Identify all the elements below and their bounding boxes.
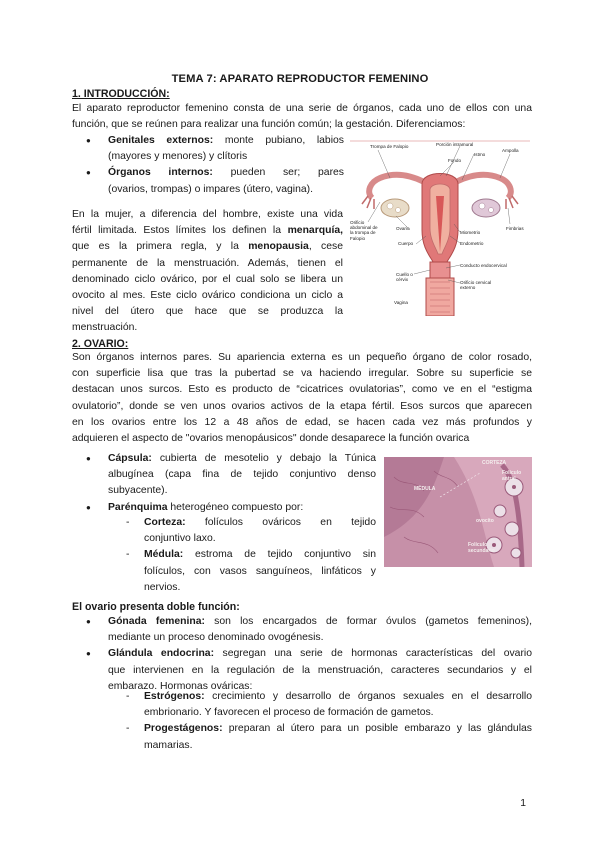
list-item-progestagenos: - Progestágenos: preparan al útero para un posible embarazo y las glándulas mamarias. — [144, 721, 532, 753]
term-menopausia: menopausia — [248, 241, 309, 253]
label-orificio: Orificio abdominal de la trompa de Falopio — [350, 220, 378, 241]
label-miometrio: Miometrio — [460, 230, 481, 235]
term-menarquia: menarquía, — [287, 225, 343, 237]
list-item-gonada: ● Gónada femenina: son los encargados de formar óvulos (gametos femeninos), mediante un proceso denominado ovogénesis. — [108, 614, 532, 646]
label-conducto: Conducto endocervical — [460, 263, 507, 268]
text-line: El aparato reproductor femenino consta de una serie de órganos, cada uno de ellos con una — [72, 103, 532, 114]
section-heading-introduccion: 1. INTRODUCCIÓN: — [72, 88, 170, 100]
list-item-capsula: ● Cápsula: cubierta de mesotelio y debajo la Túnica albugínea (capa fina de tejido conjuntivo denso subyacente). — [108, 451, 376, 500]
list-item-parenquima: ● Parénquima heterogéneo compuesto por: — [108, 500, 376, 516]
label-ovario: Ovario — [396, 226, 410, 231]
label-medula: MÉDULA — [414, 486, 436, 492]
list-item-corteza: - Corteza: folículos ováricos en tejido conjuntivo laxo. — [144, 515, 376, 547]
label-porcion: Porción intramural — [436, 142, 474, 147]
hormone-list — [144, 689, 532, 754]
list-item-glandula: ● Glándula endocrina: segregan una serie de hormonas características del ovario que intervienen en la regulación de la menstruación, caracteres secundarios y el embarazo. Hormonas ováricas: — [108, 646, 532, 695]
section-heading-ovario: 2. OVARIO: — [72, 338, 129, 350]
ovary-paragraph: Son órganos internos pares. Su apariencia externa es un pequeño órgano de color rosado, con superficie lisa que tras la pubertad se va haciendo irregular. Sobre su superficie se destacan unos surcos. Esto es producto de “cicatrices ovulatorias”, como ve en el “estigma ovulatorio”, donde se ven unos ovarios activos de la etapa fértil. Esos surcos que aparecen en los ovarios entre los 12 a 48 años de edad, se hacen cada vez más profundos y adquieren el aspecto de "ovarios menopáusicos" donde desaparece la función ovarica — [72, 352, 532, 445]
label-istmo: Istmo — [474, 152, 486, 157]
list-item-medula: - Médula: estroma de tejido conjuntivo sin folículos, con vasos sanguíneos, linfáticos y nervios. — [144, 547, 376, 596]
ovary-function-list — [108, 614, 532, 695]
list-item-genitales-externos: ● Genitales externos: monte pubiano, labios (mayores y menores) y clítoris — [108, 133, 344, 165]
uterus-anatomy-figure — [350, 140, 530, 316]
ovary-histology-figure — [384, 457, 532, 567]
label-corteza: CORTEZA — [482, 460, 507, 466]
label-fimbrias: Fimbrias — [506, 226, 524, 231]
label-cuello: Cuello o cérvix — [396, 272, 413, 283]
list-item-organos-internos: ● Órganos internos: pueden ser; pares (ovarios, trompas) o impares (útero, vagina). — [108, 165, 344, 197]
parenquima-sublist — [144, 515, 376, 596]
section-heading-doble-funcion: El ovario presenta doble función: — [72, 601, 240, 613]
label-orificio-cervical: Orificio cervical externo — [460, 280, 492, 291]
text-line: función, que se reúnen para realizar una función común; la gestación. Diferenciamos: — [72, 119, 466, 131]
page-number: 1 — [520, 798, 526, 809]
label-vagina: Vagina — [394, 300, 408, 305]
label-ovocito: ovocito — [476, 518, 494, 524]
label-cuerpo: Cuerpo — [398, 241, 414, 246]
intro-paragraph — [72, 101, 532, 133]
list-item-estrogenos: - Estrógenos: crecimiento y desarrollo de órganos sexuales en el desarrollo embrionario. Y favorecen el proceso de formación de gametos. — [144, 689, 532, 721]
label-foliculo-antral: Folículo antral — [502, 470, 522, 482]
label-fondo: Fondo — [448, 158, 462, 163]
label-trompa: Trompa de Falopio — [370, 144, 409, 149]
fertility-paragraph: En la mujer, a diferencia del hombre, existe una vida fértil limitada. Estos límites los definen la menarquía, que es la primera regla, y la menopausia, cese permanente de la menstruación. Además, tienen el denominado ciclo ovárico, por el cual solo se libera un ovocito al mes. Este ciclo ovárico condiciona un ciclo a nivel del útero que hace que se produzca la menstruación. — [72, 209, 343, 334]
page-title: TEMA 7: APARATO REPRODUCTOR FEMENINO — [171, 73, 429, 85]
label-endometrio: Endometrio — [460, 241, 484, 246]
ovary-structure-list — [108, 451, 376, 516]
label-ampolla: Ampolla — [502, 148, 519, 153]
organ-list — [108, 133, 344, 198]
label-foliculo-secundario: Folículo secundario — [468, 542, 495, 554]
